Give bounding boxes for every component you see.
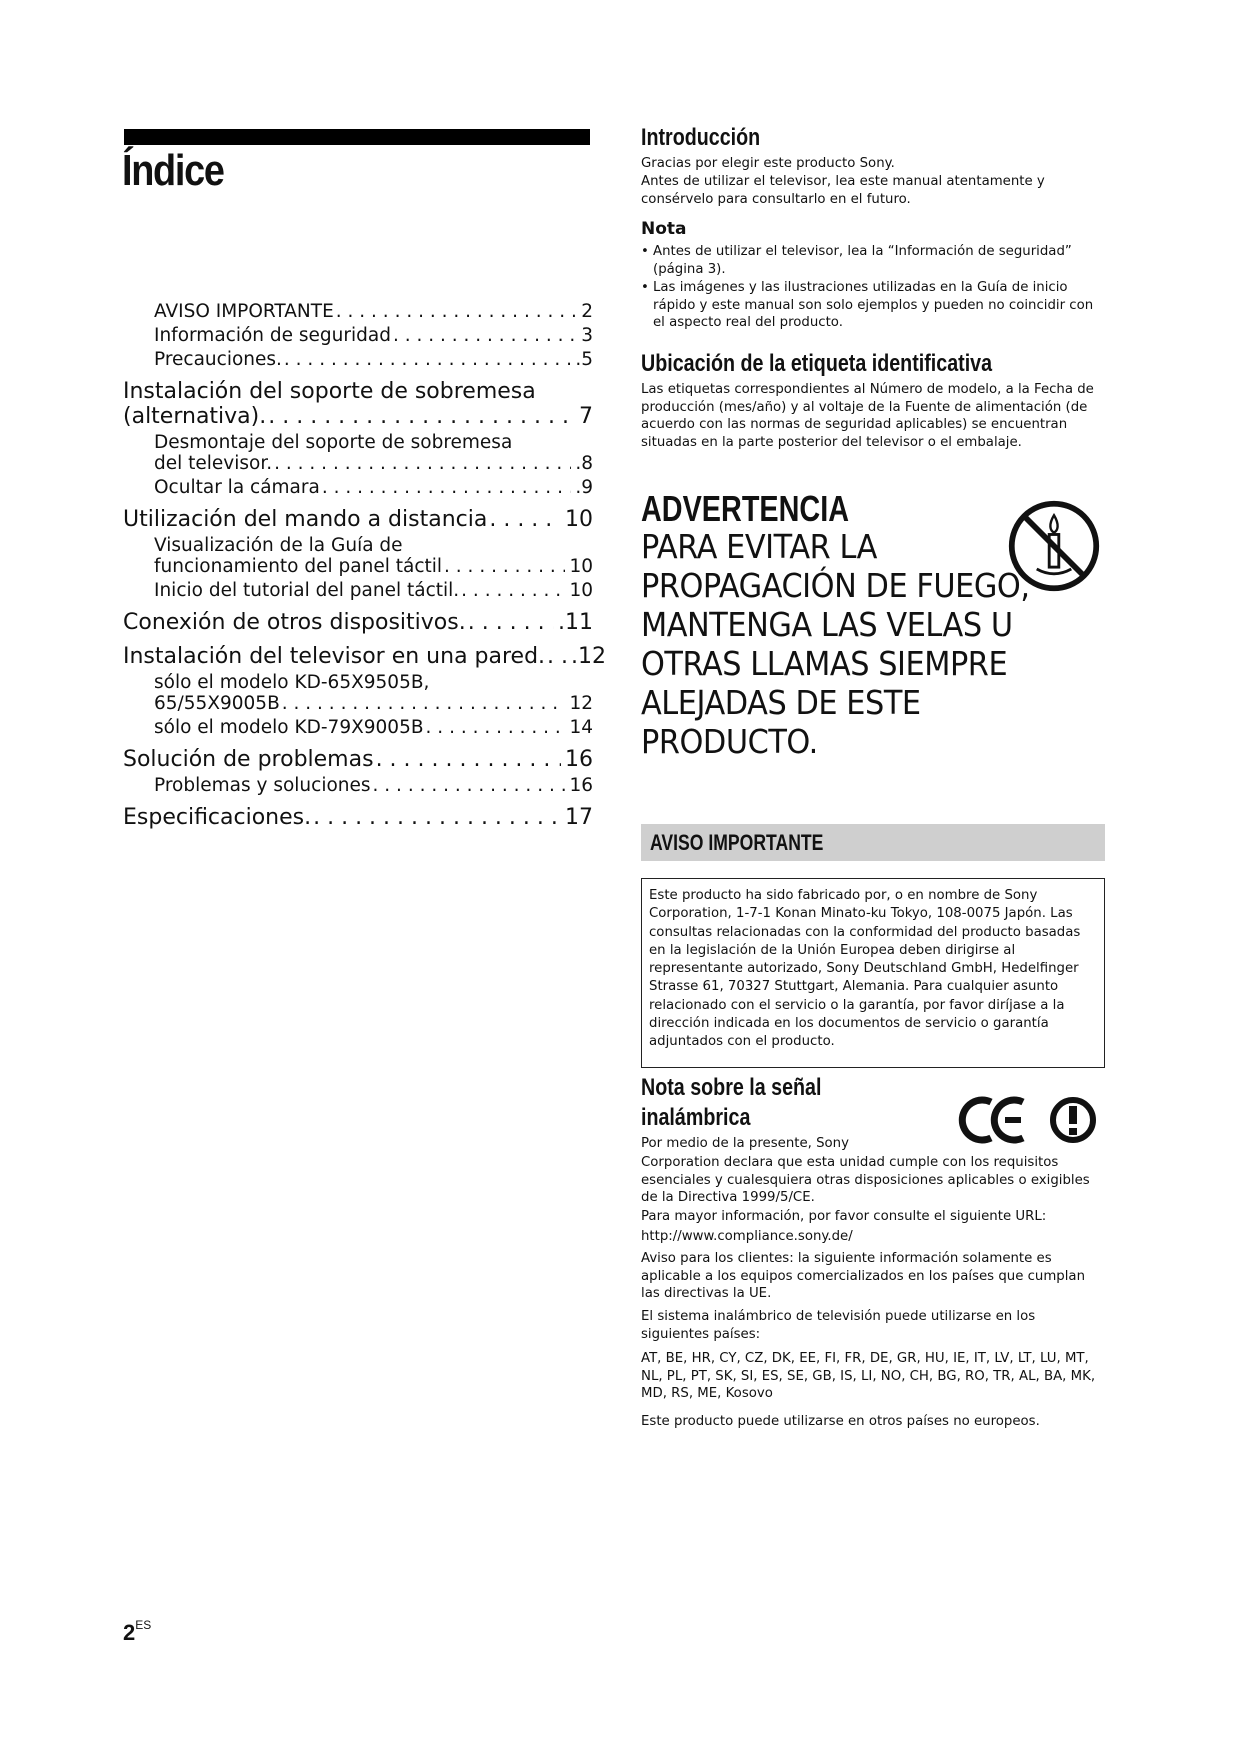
toc-leader-dots — [376, 747, 561, 772]
toc-entry-page: 10 — [565, 507, 593, 532]
nota-title: Nota — [641, 219, 687, 239]
toc-leader-dots — [268, 404, 575, 429]
toc-entry-page: 2 — [581, 301, 593, 322]
toc-entry-text: Desmontaje del soporte de sobremesa — [154, 432, 513, 453]
toc-leader-dots — [426, 717, 566, 738]
toc-entry — [123, 672, 593, 693]
toc-leader-dots — [274, 453, 571, 474]
toc-entry-text: Inicio del tutorial del panel táctil. — [154, 580, 460, 601]
toc-leader-dots — [489, 507, 561, 532]
toc-entry-text: Especificaciones. — [123, 805, 312, 830]
toc-leader-dots — [468, 610, 554, 635]
toc-entry — [123, 556, 593, 577]
toc-entry-text: AVISO IMPORTANTE — [154, 301, 334, 322]
toc-leader-dots — [461, 580, 565, 601]
toc-entry-text: Ocultar la cámara — [154, 477, 320, 498]
toc-entry-page: .5 — [575, 349, 593, 370]
toc-entry — [123, 644, 607, 669]
toc-entry — [123, 805, 593, 830]
toc-entry-text: Utilización del mando a distancia — [123, 507, 488, 532]
index-header-bar — [124, 129, 590, 145]
toc-entry-page: 3 — [581, 325, 593, 346]
no-candle-icon — [1006, 498, 1102, 594]
toc-leader-dots — [322, 477, 572, 498]
toc-entry — [123, 404, 593, 429]
toc-entry-text: sólo el modelo KD-65X9505B, — [154, 672, 430, 693]
toc-entry-text: Visualización de la Guía de — [154, 535, 403, 556]
wireless-paragraph-5: El sistema inalámbrico de televisión puede utilizarse en los siguientes países: — [641, 1309, 1036, 1342]
toc-entry-page: .11 — [558, 610, 593, 635]
toc-entry-text: 65/55X9005B — [154, 693, 280, 714]
index-title: Índice — [122, 146, 224, 195]
toc-entry — [123, 507, 593, 532]
page-number: $2^{ES}$ — [123, 1618, 152, 1645]
toc-entry-page: 14 — [569, 717, 593, 738]
table-of-contents — [123, 298, 607, 830]
toc-entry-text: Problemas y soluciones — [154, 775, 371, 796]
aviso-box: Este producto ha sido fabricado por, o en nombre de Sony Corporation, 1-7-1 Konan Minato-ku Tokyo, 108-0075 Japón. Las consultas relacionadas con la conformidad del producto basadas en la legislación de la Unión Europea deben dirigirse al representante autorizado, Sony Deutschland GmbH, Hedelfinger Strasse 61, 70327 Stuttgart, Alemania. Para cualquier asunto relacionado con el servicio o la garantía, por favor diríjase a la dirección indicada en los documentos de servicio o garantía adjuntados con el producto. — [641, 878, 1105, 1068]
toc-entry-page: .9 — [575, 477, 593, 498]
toc-entry-text: funcionamiento del panel táctil — [154, 556, 443, 577]
toc-entry — [123, 432, 593, 453]
toc-leader-dots — [336, 301, 577, 322]
toc-entry — [123, 379, 593, 404]
toc-entry-page: 10 — [569, 580, 593, 601]
toc-entry — [123, 717, 593, 738]
intro-title: Introducción — [641, 124, 761, 151]
wireless-title-line-1: Nota sobre la señal — [641, 1074, 822, 1101]
advertencia-text: PARA EVITAR LA PROPAGACIÓN DE FUEGO, MANTENGA LAS VELAS U OTRAS LLAMAS SIEMPRE ALEJADAS DE ESTE PRODUCTO. — [641, 527, 1030, 761]
wireless-title-line-2: inalámbrica — [641, 1104, 751, 1131]
etiqueta-title: Ubicación de la etiqueta identificativa — [641, 350, 993, 377]
toc-entry — [123, 535, 593, 556]
toc-entry-text: sólo el modelo KD-79X9005B — [154, 717, 424, 738]
intro-paragraph-2: Antes de utilizar el televisor, lea este manual atentamente y consérvelo para consultarlo en el futuro. — [641, 174, 1045, 207]
toc-leader-dots — [444, 556, 565, 577]
toc-leader-dots — [313, 805, 561, 830]
aviso-title: AVISO IMPORTANTE — [650, 830, 824, 855]
nota-bullet: • Las imágenes y las ilustraciones utilizadas en la Guía de inicio rápido y este manual son solo ejemplos y pueden no coincidir con el aspecto real del producto. — [641, 279, 1106, 332]
toc-entry — [123, 610, 593, 635]
etiqueta-text: Las etiquetas correspondientes al Número de modelo, a la Fecha de producción (mes/año) y al voltaje de la Fuente de alimentación (de acuerdo con las normas de seguridad aplicables) se encuentran situadas en la parte posterior del televisor o el embalaje. — [641, 382, 1094, 450]
wireless-paragraph-4: Aviso para los clientes: la siguiente información solamente es aplicable a los equipos comercializados en los países que cumplan las directivas la UE. — [641, 1251, 1086, 1301]
toc-leader-dots — [373, 775, 566, 796]
toc-entry-page: 12 — [569, 693, 593, 714]
toc-entry — [123, 325, 593, 346]
wireless-paragraph-6: Este producto puede utilizarse en otros países no europeos. — [641, 1414, 1040, 1429]
toc-entry — [123, 775, 593, 796]
toc-entry-text: (alternativa). — [123, 404, 267, 429]
toc-entry-page: 16 — [565, 747, 593, 772]
toc-entry-page: .8 — [575, 453, 593, 474]
intro-paragraph-1: Gracias por elegir este producto Sony. — [641, 156, 895, 171]
toc-entry — [123, 301, 593, 322]
toc-entry-page: 10 — [569, 556, 593, 577]
toc-entry — [123, 349, 593, 370]
toc-entry-text: Precauciones. — [154, 349, 282, 370]
nota-bullet: • Antes de utilizar el televisor, lea la “Información de seguridad” (página 3). — [641, 243, 1106, 278]
toc-entry — [123, 477, 593, 498]
compliance-url: http://www.compliance.sony.de/ — [641, 1229, 853, 1244]
toc-entry — [123, 747, 593, 772]
advertencia-title: ADVERTENCIA — [641, 488, 850, 529]
nota-list — [641, 243, 1106, 333]
toc-entry — [123, 453, 593, 474]
toc-entry — [123, 580, 593, 601]
toc-entry-text: Información de seguridad — [154, 325, 391, 346]
toc-entry-page: 7 — [579, 404, 593, 429]
wireless-paragraph-3: Para mayor información, por favor consulte el siguiente URL: — [641, 1209, 1047, 1224]
wireless-paragraph-1: Por medio de la presente, Sony — [641, 1136, 849, 1151]
toc-entry-text: Solución de problemas — [123, 747, 374, 772]
country-list: AT, BE, HR, CY, CZ, DK, EE, FI, FR, DE, GR, HU, IE, IT, LV, LT, LU, MT, NL, PL, PT, SK, SI, ES, SE, GB, IS, LI, NO, CH, BG, RO, TR, AL, BA, MK, MD, RS, ME, Kosovo — [641, 1351, 1096, 1401]
toc-leader-dots — [284, 349, 571, 370]
toc-entry — [123, 693, 593, 714]
toc-entry-page: .12 — [571, 644, 607, 669]
toc-leader-dots — [393, 325, 577, 346]
toc-entry-text: Instalación del soporte de sobremesa — [123, 379, 536, 404]
aviso-header-bar — [641, 824, 1105, 861]
wireless-paragraph-2: Corporation declara que esta unidad cumple con los requisitos esenciales y cualesquiera otras disposiciones aplicables o exigibles de la Directiva 1999/5/CE. — [641, 1155, 1090, 1205]
toc-leader-dots — [282, 693, 566, 714]
toc-entry-page: 16 — [569, 775, 593, 796]
toc-entry-page: 17 — [565, 805, 593, 830]
toc-entry-text: Conexión de otros dispositivos. — [123, 610, 466, 635]
toc-entry-text: del televisor. — [154, 453, 273, 474]
toc-entry-text: Instalación del televisor en una pared. — [123, 644, 546, 669]
toc-leader-dots — [547, 644, 567, 669]
